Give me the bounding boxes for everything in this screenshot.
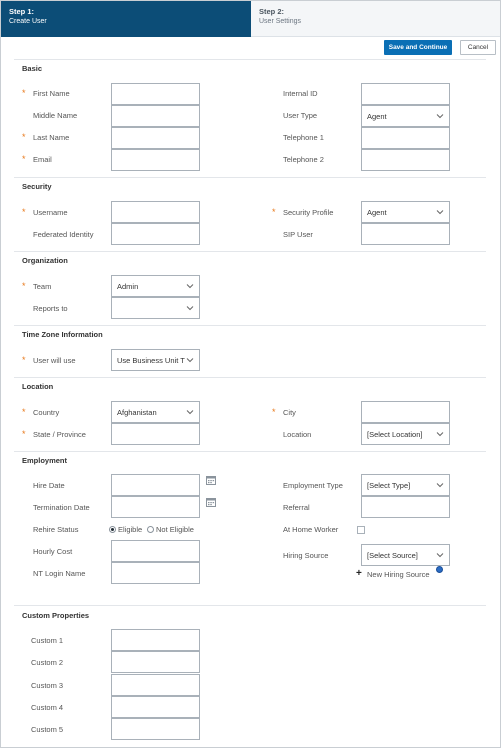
hire-date-field[interactable] (111, 474, 200, 496)
telephone-1-label: Telephone 1 (283, 133, 324, 142)
chevron-down-icon (186, 304, 194, 312)
at-home-worker-label: At Home Worker (283, 525, 339, 534)
wizard-steps (1, 1, 500, 37)
security-profile-value: Agent (367, 207, 387, 217)
country-label: Country (33, 408, 60, 417)
hourly-cost-field[interactable] (111, 540, 200, 562)
required-marker: * (22, 281, 26, 291)
required-marker: * (22, 407, 26, 417)
username-label: Username (33, 208, 68, 217)
divider (14, 251, 486, 252)
step-number: Step 2: (259, 7, 285, 16)
custom-4-field[interactable] (111, 696, 200, 718)
section-title-employment: Employment (22, 456, 68, 465)
not-eligible-label: Not Eligible (156, 525, 194, 534)
custom-1-label: Custom 1 (31, 636, 64, 645)
username-field[interactable] (111, 201, 200, 223)
calendar-icon[interactable] (206, 497, 216, 507)
required-marker: * (22, 154, 26, 164)
required-marker: * (22, 132, 26, 142)
chevron-down-icon (436, 430, 444, 438)
first-name-field[interactable] (111, 83, 200, 105)
custom-1-field[interactable] (111, 629, 200, 651)
chevron-down-icon (436, 208, 444, 216)
sip-user-label: SIP User (283, 230, 313, 239)
last-name-field[interactable] (111, 127, 200, 149)
custom-2-field[interactable] (111, 651, 200, 673)
user-will-use-label: User will use (33, 356, 76, 365)
team-select[interactable] (111, 275, 200, 297)
divider (14, 451, 486, 452)
telephone-2-label: Telephone 2 (283, 155, 324, 164)
step-name: User Settings (259, 18, 302, 25)
location-label: Location (283, 430, 312, 439)
team-value: Admin (117, 281, 139, 291)
chevron-down-icon (186, 356, 194, 364)
federated-identity-field[interactable] (111, 223, 200, 245)
internal-id-field[interactable] (361, 83, 450, 105)
custom-3-field[interactable] (111, 674, 200, 696)
hire-date-label: Hire Date (33, 481, 65, 490)
required-marker: * (22, 207, 26, 217)
termination-date-field[interactable] (111, 496, 200, 518)
eligible-label: Eligible (118, 525, 143, 534)
location-select[interactable] (361, 423, 450, 445)
city-field[interactable] (361, 401, 450, 423)
middle-name-field[interactable] (111, 105, 200, 127)
required-marker: * (272, 407, 276, 417)
divider (14, 177, 486, 178)
hiring-source-label: Hiring Source (283, 551, 329, 560)
security-profile-select[interactable] (361, 201, 450, 223)
required-marker: * (22, 88, 26, 98)
new-hiring-source-link[interactable]: New Hiring Source (367, 570, 430, 579)
chevron-down-icon (186, 408, 194, 416)
custom-3-label: Custom 3 (31, 681, 64, 690)
step-number: Step 1: (9, 7, 35, 16)
state-province-field[interactable] (111, 423, 200, 445)
section-title-timezone: Time Zone Information (22, 330, 103, 339)
chevron-down-icon (186, 282, 194, 290)
chevron-down-icon (436, 112, 444, 120)
user-type-label: User Type (283, 111, 318, 120)
state-province-label: State / Province (33, 430, 86, 439)
required-marker: * (22, 429, 26, 439)
info-icon[interactable] (436, 566, 443, 573)
team-label: Team (33, 282, 52, 291)
save-and-continue-button[interactable]: Save and Continue (384, 40, 452, 55)
eligible-radio[interactable] (109, 526, 116, 533)
sip-user-field[interactable] (361, 223, 450, 245)
step-name: Create User (9, 18, 47, 25)
divider (14, 605, 486, 606)
not-eligible-radio[interactable] (147, 526, 154, 533)
divider (14, 325, 486, 326)
city-label: City (283, 408, 296, 417)
plus-icon[interactable]: + (356, 568, 362, 579)
nt-login-name-label: NT Login Name (33, 569, 86, 578)
required-marker: * (272, 207, 276, 217)
first-name-label: First Name (33, 89, 70, 98)
security-profile-label: Security Profile (283, 208, 334, 217)
section-title-security: Security (22, 182, 52, 191)
location-value: [Select Location] (367, 429, 423, 439)
at-home-worker-checkbox[interactable] (357, 526, 365, 534)
timezone-select[interactable] (111, 349, 200, 371)
section-title-location: Location (22, 382, 54, 391)
section-title-organization: Organization (22, 256, 68, 265)
hiring-source-value: [Select Source] (367, 550, 418, 560)
termination-date-label: Termination Date (33, 503, 90, 512)
custom-5-label: Custom 5 (31, 725, 64, 734)
internal-id-label: Internal ID (283, 89, 318, 98)
employment-type-value: [Select Type] (367, 480, 411, 490)
user-type-select[interactable] (361, 105, 450, 127)
nt-login-name-field[interactable] (111, 562, 200, 584)
employment-type-label: Employment Type (283, 481, 343, 490)
step-user-settings[interactable] (251, 1, 500, 37)
timezone-value: Use Business Unit T (117, 355, 185, 365)
telephone-2-field[interactable] (361, 149, 450, 171)
reports-to-label: Reports to (33, 304, 68, 313)
rehire-status-label: Rehire Status (33, 525, 79, 534)
telephone-1-field[interactable] (361, 127, 450, 149)
referral-label: Referral (283, 503, 310, 512)
divider (14, 377, 486, 378)
last-name-label: Last Name (33, 133, 70, 142)
custom-2-label: Custom 2 (31, 658, 64, 667)
employment-type-select[interactable] (361, 474, 450, 496)
federated-identity-label: Federated Identity (33, 230, 94, 239)
custom-5-field[interactable] (111, 718, 200, 740)
section-title-basic: Basic (22, 64, 43, 73)
hiring-source-select[interactable] (361, 544, 450, 566)
email-field[interactable] (111, 149, 200, 171)
middle-name-label: Middle Name (33, 111, 78, 120)
cancel-button[interactable]: Cancel (460, 40, 496, 55)
divider (14, 59, 486, 60)
country-value: Afghanistan (117, 407, 157, 417)
reports-to-select[interactable] (111, 297, 200, 319)
step-create-user[interactable] (1, 1, 251, 37)
calendar-icon[interactable] (206, 475, 216, 485)
referral-field[interactable] (361, 496, 450, 518)
custom-4-label: Custom 4 (31, 703, 64, 712)
chevron-down-icon (436, 551, 444, 559)
section-title-custom-properties: Custom Properties (22, 611, 90, 620)
country-select[interactable] (111, 401, 200, 423)
required-marker: * (22, 355, 26, 365)
hourly-cost-label: Hourly Cost (33, 547, 73, 556)
email-label: Email (33, 155, 52, 164)
user-type-value: Agent (367, 111, 387, 121)
chevron-down-icon (436, 481, 444, 489)
